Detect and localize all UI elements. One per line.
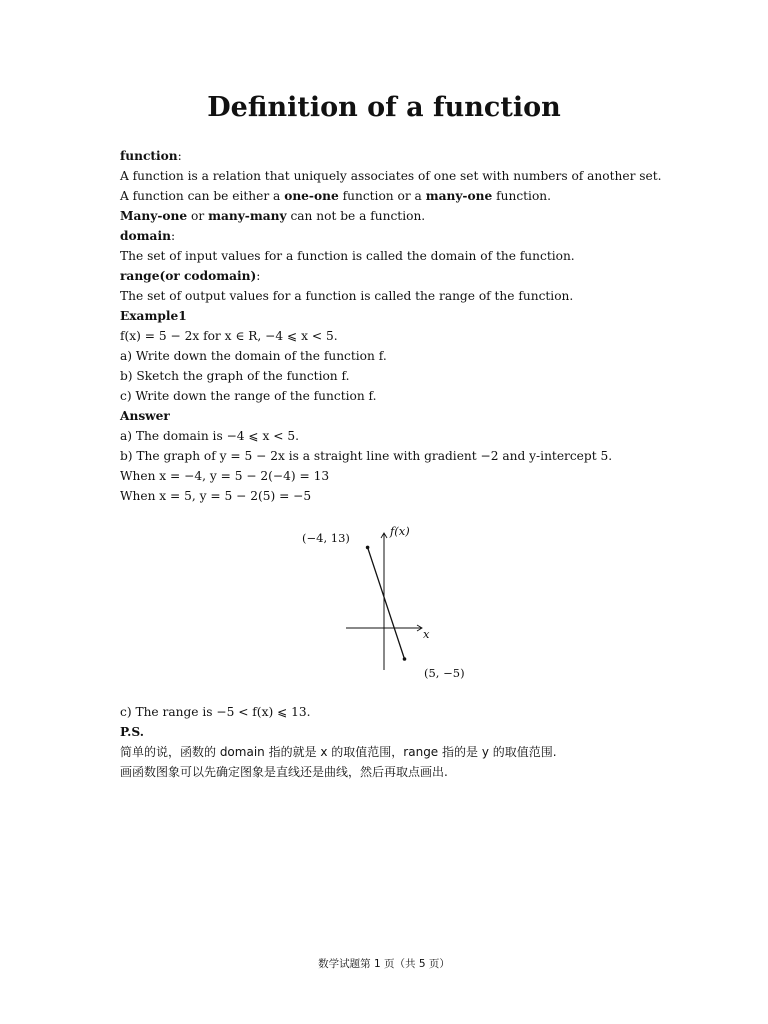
question-b: b) Sketch the graph of the function f. — [120, 369, 350, 383]
answer-c: c) The range is −5 < f(x) ⩽ 13. — [120, 705, 311, 719]
document-body — [120, 146, 660, 506]
term-many-one: Many-one — [120, 209, 188, 223]
text-segment: function. — [492, 189, 551, 203]
term-many-many: many-many — [208, 209, 287, 223]
answer-continuation — [120, 702, 680, 782]
y-axis-label: f(x) — [390, 524, 410, 538]
colon: : — [177, 149, 182, 163]
function-types — [120, 186, 660, 206]
term-domain: domain — [120, 229, 171, 243]
function-definition: A function is a relation that uniquely associates of one set with numbers of another set. — [120, 169, 662, 183]
text-segment: or — [187, 209, 209, 223]
term-function: function — [120, 149, 178, 163]
question-a: a) Write down the domain of the function f. — [120, 349, 387, 363]
answer-a: a) The domain is −4 ⩽ x < 5. — [120, 429, 299, 443]
eval-x-neg4: When x = −4, y = 5 − 2(−4) = 13 — [120, 469, 330, 483]
point-end-label: (5, −5) — [424, 666, 465, 680]
question-c: c) Write down the range of the function f. — [120, 389, 377, 403]
heading-ps: P.S. — [120, 725, 144, 739]
heading-domain — [120, 226, 660, 246]
function-line — [368, 547, 405, 659]
x-axis-label: x — [423, 627, 430, 641]
heading-answer: Answer — [120, 409, 170, 423]
page-title: Definition of a function — [207, 92, 561, 123]
heading-function — [120, 146, 660, 166]
function-graph — [290, 520, 480, 690]
colon: : — [170, 229, 176, 243]
term-many-one: many-one — [425, 189, 493, 203]
text-segment: can not be a function. — [286, 209, 426, 223]
text-segment: A function can be either a — [120, 189, 285, 203]
range-definition: The set of output values for a function is called the range of the function. — [120, 289, 574, 303]
heading-example: Example1 — [120, 309, 187, 323]
point-start — [366, 546, 370, 550]
text-segment: function or a — [338, 189, 426, 203]
domain-definition: The set of input values for a function is called the domain of the function. — [120, 249, 575, 263]
note-chinese-2: 画函数图象可以先确定图象是直线还是曲线，然后再取点画出. — [120, 765, 448, 779]
colon: : — [256, 269, 261, 283]
note-chinese-1: 简单的说，函数的 domain 指的就是 x 的取值范围，range 指的是 y 的取值范围. — [120, 745, 557, 759]
answer-b: b) The graph of y = 5 − 2x is a straight line with gradient −2 and y-intercept 5. — [120, 449, 613, 463]
term-one-one: one-one — [284, 189, 339, 203]
point-start-label: (−4, 13) — [302, 531, 350, 545]
point-end — [403, 657, 407, 661]
eval-x-5: When x = 5, y = 5 − 2(5) = −5 — [120, 489, 312, 503]
term-range: range(or codomain) — [120, 269, 257, 283]
non-function-note — [120, 206, 660, 226]
page-footer: 数学试题第 1 页（共 5 页） — [318, 958, 450, 970]
example-function: f(x) = 5 − 2x for x ∈ R, −4 ⩽ x < 5. — [120, 329, 338, 343]
heading-range — [120, 266, 660, 286]
